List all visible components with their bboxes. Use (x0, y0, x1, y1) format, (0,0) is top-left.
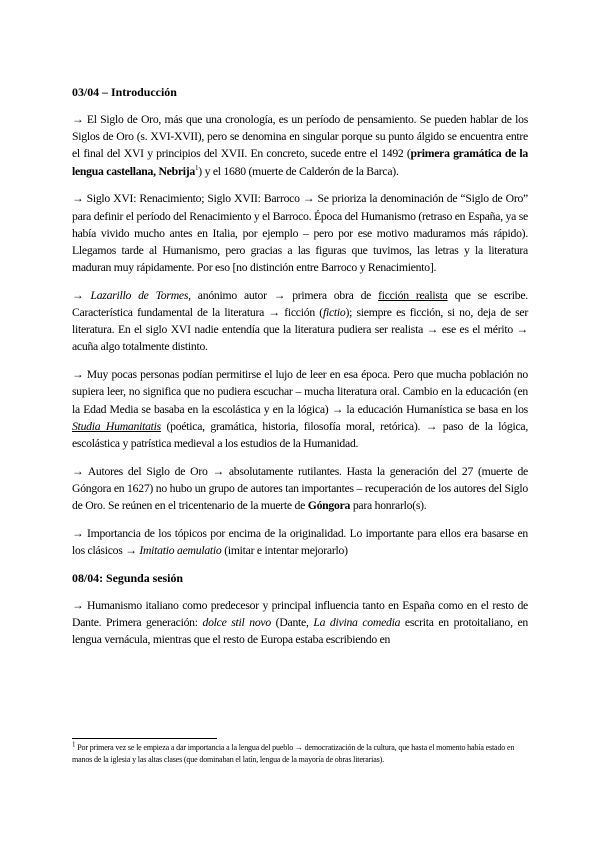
paragraph (72, 597, 528, 649)
bold-text: Góngora (307, 499, 351, 513)
text-run: que se escribe. Característica fundamental de la literatura → ficción ( (72, 288, 528, 320)
text-run: ) y el 1680 (muerte de Calderón de la Barca). (198, 164, 399, 178)
section-heading: 03/04 – Introducción (72, 85, 177, 99)
footnote-number: 1 (72, 740, 76, 749)
italic-title: La divina comedia (313, 615, 401, 629)
footnote-reference: 1 (195, 163, 199, 172)
text-run: para honrarlo(s). (350, 499, 427, 513)
text-run: (imitar e intentar mejorarlo) (221, 543, 348, 557)
italic-title: Lazarillo de Tormes (90, 288, 189, 302)
bold-text: primera gramática de la lengua castellana, Nebrija (72, 147, 529, 178)
text-run: → (72, 288, 91, 302)
underlined-text: ficción realista (378, 288, 448, 302)
text-run: → Muy pocas personas podían permitirse el lujo de leer en esa época. Pero que mucha población no supiera leer, no significa que no pudiera escuchar – mucha literatura oral. Cambio en la educación (en la Edad Media se basaba en la escolástica y en la lógica) → la educación Humanística se basa en los (72, 368, 528, 416)
paragraph (72, 366, 528, 452)
italic-title: Imitatio aemulatio (139, 543, 222, 557)
text-run: → Siglo XVI: Renacimiento; Siglo XVII: Barroco → Se prioriza la denominación de “Siglo de Oro” para definir el período del Renacimiento y el Barroco. Época del Humanismo (retraso en España, ya se había vivido mucho antes en Italia, por ejemplo – pero por ese motivo maduramos más rápido). Llegamos tarde al Humanismo, pero gracias a las figuras que tuvimos, las letras y la literatura maduran muy rápidamente. Por eso [no distinción entre Barroco y Renacimiento]. (72, 192, 528, 275)
footnote (72, 742, 528, 765)
text-run: escrita en protoitaliano, en lengua vernácula, mientras que el resto de Europa estaba escribiendo en (72, 615, 528, 647)
paragraph (72, 190, 528, 276)
text-run: (Dante, (270, 615, 314, 629)
footnote-text: Por primera vez se le empieza a dar importancia a la lengua del pueblo → democratización de la cultura, que hasta el momento había estado en manos de la iglesia y las altas clases (que dominaban el latín, lengua de la mayoría de obras literarias). (72, 743, 515, 764)
paragraph (72, 525, 528, 559)
text-run: ); siempre es ficción, si no, deja de ser literatura. En el siglo XVI nadie entendía que la literatura pudiera ser realista → ese es el mérito → acuña algo totalmente distinto. (72, 306, 528, 354)
text-run: → El Siglo de Oro, más que una cronología, es un período de pensamiento. Se pueden hablar de los Siglos de Oro (s. XVI-XVII), pero se denomina en singular porque su punto álgido se encuentra entre el final del XVI y principios del XVII. En concreto, sucede entre el 1492 ( (72, 113, 528, 161)
italic-title: dolce stil novo (202, 615, 271, 629)
paragraph (72, 111, 528, 180)
paragraph (72, 287, 528, 356)
document-body (72, 84, 528, 659)
paragraph (72, 463, 528, 515)
text-run: → Importancia de los tópicos por encima de la originalidad. Lo importante para ellos era basarse en los clásicos → (72, 526, 528, 557)
text-run: , anónimo autor → primera obra de (188, 288, 379, 302)
text-run: → Autores del Siglo de Oro → absolutamente rutilantes. Hasta la generación del 27 (muerte de Góngora en 1627) no hubo un grupo de autores tan importantes – recuperación de los autores del Siglo de Oro. Se reúnen en el tricentenario de la muerte de (72, 464, 528, 513)
italic-underlined-title: Studia Humanitatis (72, 419, 161, 433)
footnote-separator (72, 738, 217, 739)
section-heading: 08/04: Segunda sesión (72, 570, 184, 585)
text-run: (poética, gramática, historia, filosofía moral, retórica). → paso de la lógica, escolástica y patrística medieval a los estudios de la Humanidad. (72, 419, 528, 450)
italic-title: fictio (322, 306, 346, 320)
text-run: → Humanismo italiano como predecesor y principal influencia tanto en España como en el resto de Dante. Primera generación: (72, 598, 528, 629)
